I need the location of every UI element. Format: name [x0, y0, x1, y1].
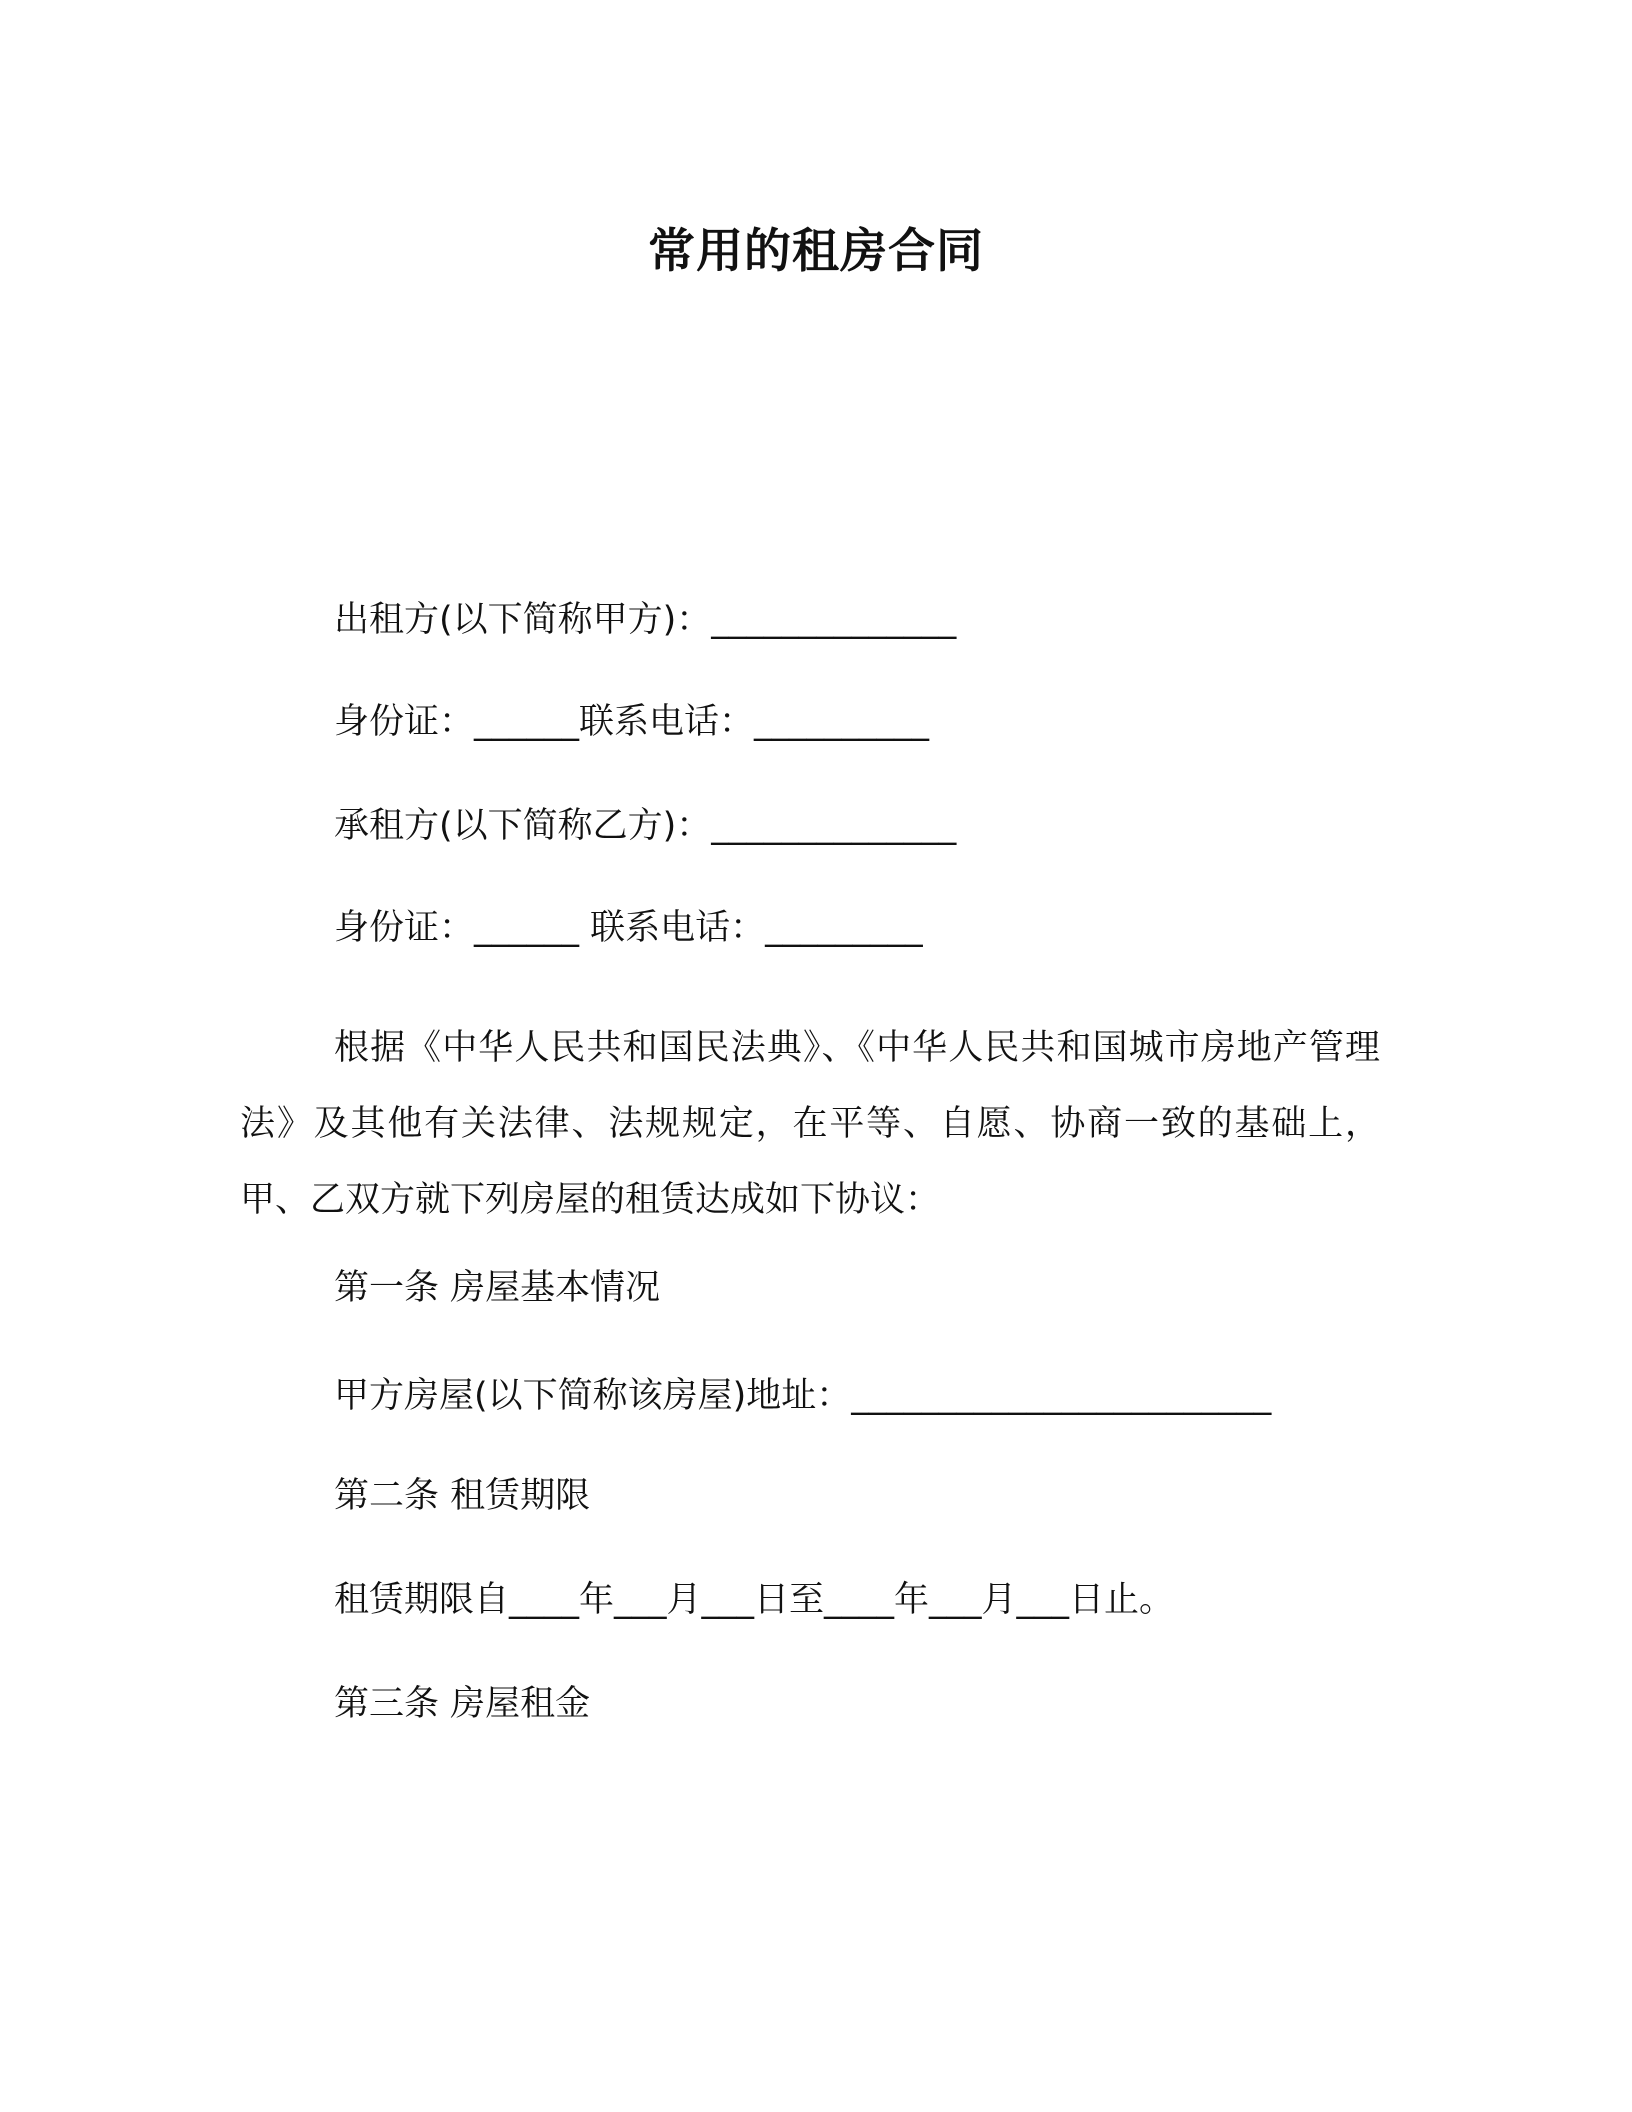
lessor-id-phone-line: 身份证：______联系电话：__________: [334, 702, 930, 742]
article-1-address-line: 甲方房屋(以下简称该房屋)地址：________________________: [334, 1376, 1272, 1416]
lessee-line: 承租方(以下简称乙方)：______________: [334, 806, 957, 846]
article-1-heading: 第一条 房屋基本情况: [334, 1268, 661, 1308]
article-2-heading: 第二条 租赁期限: [334, 1476, 591, 1516]
article-3-heading: 第三条 房屋租金: [334, 1684, 591, 1724]
article-2-term-line: 租赁期限自____年___月___日至____年___月___日止。: [334, 1580, 1175, 1620]
lessee-id-phone-line: 身份证：______ 联系电话：_________: [334, 908, 923, 948]
document-title: 常用的租房合同: [648, 224, 984, 279]
intro-paragraph: 根据《中华人民共和国民法典》、《中华人民共和国城市房地产管理法》及其他有关法律、法规规定，在平等、自愿、协商一致的基础上，甲、乙双方就下列房屋的租赁达成如下协议：: [240, 1028, 1380, 1220]
lessor-line: 出租方(以下简称甲方)：______________: [334, 600, 957, 640]
